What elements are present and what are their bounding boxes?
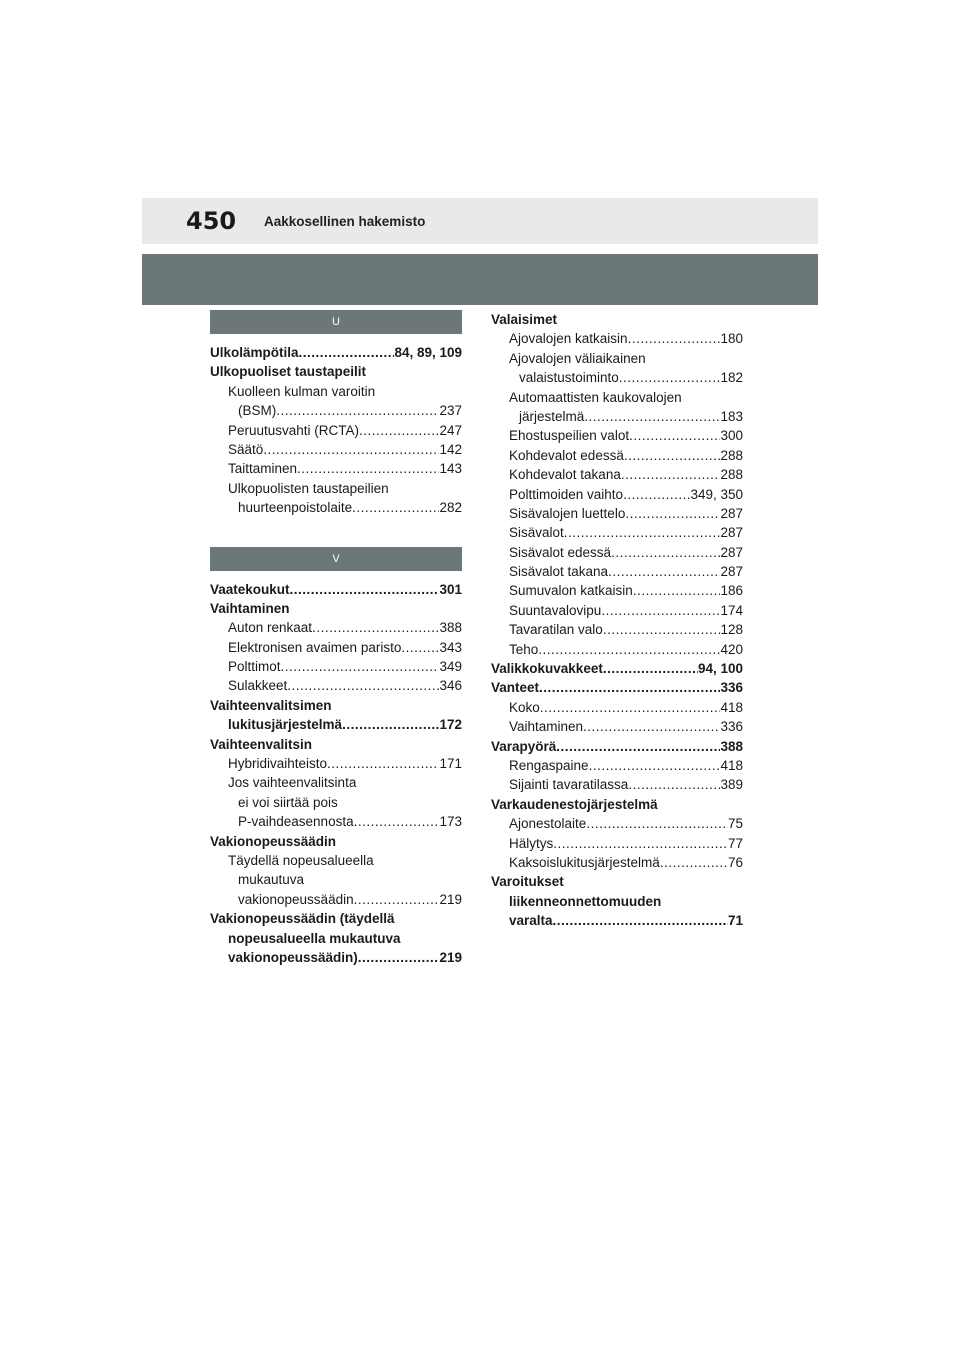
dot-leader bbox=[586, 814, 728, 833]
index-entry bbox=[491, 678, 743, 697]
index-entry bbox=[210, 754, 462, 773]
index-entry bbox=[491, 775, 743, 794]
index-entry-text: Rengaspaine bbox=[509, 757, 589, 773]
dot-leader bbox=[312, 618, 439, 637]
index-entry bbox=[210, 638, 462, 657]
dot-leader bbox=[263, 440, 439, 459]
index-entry-page: 336 bbox=[720, 680, 743, 696]
dot-leader bbox=[619, 368, 721, 387]
index-entry bbox=[491, 911, 743, 930]
index-entry bbox=[210, 948, 462, 967]
index-entry bbox=[491, 562, 743, 581]
index-entry-text: Varoitukset bbox=[491, 874, 564, 890]
dot-leader bbox=[629, 426, 720, 445]
dot-leader bbox=[281, 657, 440, 676]
index-entry-page: 182 bbox=[720, 370, 743, 386]
index-entry bbox=[491, 659, 743, 678]
index-column-left bbox=[210, 310, 462, 967]
dot-leader bbox=[327, 754, 439, 773]
dot-leader bbox=[538, 640, 720, 659]
dot-leader bbox=[354, 812, 440, 831]
index-entry-text: Hälytys bbox=[509, 835, 554, 851]
page-number: 450 bbox=[186, 207, 237, 235]
index-entry bbox=[210, 851, 462, 870]
index-entry-text: järjestelmä bbox=[519, 408, 585, 424]
index-entry-page: 77 bbox=[727, 835, 743, 851]
index-entry-page: 219 bbox=[439, 891, 462, 907]
index-entry-text: Jos vaihteenvalitsinta bbox=[228, 775, 357, 791]
dot-leader bbox=[553, 911, 728, 930]
index-entry bbox=[491, 737, 743, 756]
index-entry-text: Ulkolämpötila bbox=[210, 345, 299, 360]
index-entry bbox=[210, 459, 462, 478]
section-letter-header: V bbox=[210, 547, 462, 571]
index-entry-text: Polttimot bbox=[228, 659, 281, 675]
index-entry-text: (BSM) bbox=[238, 403, 277, 419]
index-entry-text: Sisävalot edessä bbox=[509, 544, 612, 560]
dot-leader bbox=[297, 459, 439, 478]
dot-leader bbox=[276, 401, 439, 420]
header-band bbox=[142, 254, 818, 305]
index-entry bbox=[491, 310, 743, 329]
index-entry bbox=[491, 349, 743, 368]
index-entry bbox=[210, 498, 462, 517]
index-entry-text: Kuolleen kulman varoitin bbox=[228, 383, 376, 399]
index-entry-page: 287 bbox=[720, 525, 743, 541]
index-entry bbox=[491, 426, 743, 445]
dot-leader bbox=[401, 638, 439, 657]
index-entry-text: Sisävalojen luettelo bbox=[509, 505, 626, 521]
dot-leader bbox=[589, 756, 721, 775]
index-entry bbox=[210, 735, 462, 754]
index-entry bbox=[491, 407, 743, 426]
index-entry-page: 349 bbox=[439, 659, 462, 675]
index-entry-text: Kaksoislukitusjärjestelmä bbox=[509, 854, 660, 870]
index-entry-text: Hybridivaihteisto bbox=[228, 756, 328, 772]
index-entry bbox=[491, 601, 743, 620]
index-entry bbox=[210, 401, 462, 420]
index-entry-page: 346 bbox=[439, 678, 462, 694]
dot-leader bbox=[359, 421, 439, 440]
index-entry-page: 418 bbox=[720, 699, 743, 715]
index-entry bbox=[210, 618, 462, 637]
section-gap bbox=[210, 518, 462, 547]
index-entry bbox=[210, 440, 462, 459]
index-entry bbox=[210, 421, 462, 440]
index-entry-page: 420 bbox=[720, 641, 743, 657]
index-entry-page: 388 bbox=[439, 620, 462, 636]
index-entry-text: valaistustoiminto bbox=[519, 370, 619, 386]
index-entry-page: 288 bbox=[720, 467, 743, 483]
index-entry bbox=[210, 832, 462, 851]
dot-leader bbox=[625, 504, 720, 523]
dot-leader bbox=[539, 678, 720, 697]
index-entry-page: 300 bbox=[720, 428, 743, 444]
index-entry bbox=[491, 795, 743, 814]
index-entry-page: 288 bbox=[720, 447, 743, 463]
index-entry-text: vakionopeussäädin bbox=[238, 891, 354, 907]
index-entry bbox=[210, 676, 462, 695]
index-entry-page: 247 bbox=[439, 422, 462, 438]
index-entry-text: Koko bbox=[509, 699, 540, 715]
index-entry-page: 174 bbox=[720, 602, 743, 618]
index-entry-text: Peruutusvahti (RCTA) bbox=[228, 422, 360, 438]
dot-leader bbox=[601, 601, 720, 620]
dot-leader bbox=[290, 580, 440, 599]
index-entry-text: Sumuvalon katkaisin bbox=[509, 583, 633, 599]
index-entry-page: 71 bbox=[727, 913, 743, 929]
dot-leader bbox=[354, 890, 440, 909]
index-entry-page: 349, 350 bbox=[690, 486, 743, 502]
dot-leader bbox=[628, 329, 721, 348]
index-entry bbox=[491, 504, 743, 523]
page-header bbox=[142, 198, 818, 244]
index-entry-text: Sisävalot bbox=[509, 525, 564, 541]
index-entry-text: Ulkopuolisten taustapeilien bbox=[228, 480, 389, 496]
index-entry-page: 128 bbox=[720, 622, 743, 638]
index-entry bbox=[210, 362, 462, 381]
index-entry bbox=[491, 485, 743, 504]
dot-leader bbox=[628, 775, 720, 794]
dot-leader bbox=[299, 343, 395, 362]
index-entry bbox=[491, 620, 743, 639]
index-entry bbox=[491, 834, 743, 853]
index-entry-page: 287 bbox=[720, 505, 743, 521]
index-entry-page: 172 bbox=[439, 717, 462, 733]
index-entry bbox=[491, 368, 743, 387]
index-entry bbox=[210, 870, 462, 889]
index-entry-page: 75 bbox=[727, 816, 743, 832]
dot-leader bbox=[623, 485, 690, 504]
index-entry bbox=[210, 890, 462, 909]
index-entry-text: Kohdevalot edessä bbox=[509, 447, 624, 463]
index-entry-text: varalta bbox=[509, 913, 553, 929]
index-entry bbox=[210, 580, 462, 599]
index-entry bbox=[210, 715, 462, 734]
index-entry-page: 287 bbox=[720, 544, 743, 560]
section-letter-header: U bbox=[210, 310, 462, 334]
index-entry-text: Taittaminen bbox=[228, 461, 298, 477]
index-entry-text: liikenneonnettomuuden bbox=[509, 893, 662, 909]
index-entry-text: Vakionopeussäädin bbox=[210, 833, 337, 849]
index-entry bbox=[491, 853, 743, 872]
index-entry-page: 389 bbox=[720, 777, 743, 793]
index-entry bbox=[210, 793, 462, 812]
dot-leader bbox=[660, 853, 728, 872]
index-entry-text: Auton renkaat bbox=[228, 620, 313, 636]
index-entry-text: Ulkopuoliset taustapeilit bbox=[210, 364, 367, 380]
index-entry-text: Automaattisten kaukovalojen bbox=[509, 389, 682, 405]
index-entry-page: 180 bbox=[720, 331, 743, 347]
index-entry-page: 336 bbox=[720, 719, 743, 735]
index-entry bbox=[491, 872, 743, 891]
index-entry bbox=[210, 812, 462, 831]
index-entry bbox=[491, 717, 743, 736]
dot-leader bbox=[352, 498, 439, 517]
dot-leader bbox=[342, 715, 439, 734]
index-entry bbox=[491, 640, 743, 659]
index-entry bbox=[491, 814, 743, 833]
dot-leader bbox=[621, 465, 721, 484]
index-entry-page: 282 bbox=[439, 500, 462, 516]
dot-leader bbox=[556, 737, 720, 756]
index-entry-text: Täydellä nopeusalueella bbox=[228, 852, 374, 868]
index-entry-text: P-vaihdeasennosta bbox=[238, 814, 354, 830]
index-entry-page: 186 bbox=[720, 583, 743, 599]
index-entry bbox=[210, 657, 462, 676]
index-entry-page: 183 bbox=[720, 408, 743, 424]
index-entry bbox=[210, 909, 462, 928]
index-entry-page: 237 bbox=[439, 403, 462, 419]
dot-leader bbox=[564, 523, 721, 542]
index-entry-text: Ajovalojen katkaisin bbox=[509, 331, 628, 347]
index-entry-text: Vaihtaminen bbox=[509, 719, 584, 735]
dot-leader bbox=[553, 834, 728, 853]
index-entry-text: Sulakkeet bbox=[228, 678, 288, 694]
dot-leader bbox=[584, 407, 720, 426]
page-title: Aakkosellinen hakemisto bbox=[264, 213, 426, 229]
dot-leader bbox=[358, 948, 440, 967]
index-entry bbox=[491, 329, 743, 348]
index-entry-page: 301 bbox=[439, 581, 462, 597]
index-entry-text: Säätö bbox=[228, 441, 264, 457]
index-entry-page: 343 bbox=[439, 639, 462, 655]
index-entry bbox=[210, 773, 462, 792]
index-entry bbox=[491, 581, 743, 600]
index-entry-text: Vaihtaminen bbox=[210, 600, 290, 616]
index-entry bbox=[491, 388, 743, 407]
index-entry-text: Suuntavalovipu bbox=[509, 602, 602, 618]
index-entry bbox=[491, 465, 743, 484]
index-entry-text: mukautuva bbox=[238, 872, 305, 888]
index-entry-text: Sijainti tavaratilassa bbox=[509, 777, 629, 793]
index-entry bbox=[210, 696, 462, 715]
index-entry bbox=[210, 599, 462, 618]
index-entry bbox=[491, 523, 743, 542]
index-entry-page: 219 bbox=[439, 949, 462, 965]
index-entry-text: Tavaratilan valo bbox=[509, 622, 603, 638]
index-entry-text: Vakionopeussäädin (täydellä bbox=[210, 911, 395, 927]
index-entry-text: Valaisimet bbox=[491, 312, 558, 327]
index-entry bbox=[210, 929, 462, 948]
index-entry-page: 287 bbox=[720, 564, 743, 580]
index-entry bbox=[210, 382, 462, 401]
index-entry-text: Varkaudenestojärjestelmä bbox=[491, 796, 658, 812]
index-entry-text: vakionopeussäädin) bbox=[228, 949, 358, 965]
index-entry-text: Teho bbox=[509, 641, 539, 657]
dot-leader bbox=[287, 676, 439, 695]
index-entry-page: 173 bbox=[439, 814, 462, 830]
dot-leader bbox=[633, 581, 721, 600]
index-entry-text: Vanteet bbox=[491, 680, 540, 696]
index-entry-text: Vaatekoukut bbox=[210, 581, 290, 597]
index-entry-page: 418 bbox=[720, 757, 743, 773]
index-entry bbox=[210, 479, 462, 498]
dot-leader bbox=[603, 620, 721, 639]
index-entry bbox=[210, 343, 462, 362]
index-entry-text: Ehostuspeilien valot bbox=[509, 428, 630, 444]
index-entry-text: Varapyörä bbox=[491, 738, 557, 754]
dot-leader bbox=[603, 659, 698, 678]
index-entry-text: Vaihteenvalitsimen bbox=[210, 697, 332, 713]
index-entry-text: nopeusalueella mukautuva bbox=[228, 930, 401, 946]
index-entry-page: 94, 100 bbox=[697, 661, 743, 677]
index-entry bbox=[491, 698, 743, 717]
index-entry-text: Polttimoiden vaihto bbox=[509, 486, 624, 502]
dot-leader bbox=[611, 543, 720, 562]
dot-leader bbox=[583, 717, 720, 736]
index-entry-page: 142 bbox=[439, 441, 462, 457]
index-entry-text: Sisävalot takana bbox=[509, 564, 609, 580]
index-entry-text: Elektronisen avaimen paristo bbox=[228, 639, 402, 655]
index-entry-text: Ajonestolaite bbox=[509, 816, 587, 832]
index-entry-page: 143 bbox=[439, 461, 462, 477]
index-entry-page: 84, 89, 109 bbox=[394, 345, 462, 360]
dot-leader bbox=[540, 698, 721, 717]
index-entry bbox=[491, 892, 743, 911]
index-entry-text: Kohdevalot takana bbox=[509, 467, 621, 483]
index-entry bbox=[491, 543, 743, 562]
index-entry bbox=[491, 756, 743, 775]
index-entry-page: 76 bbox=[727, 854, 743, 870]
index-entry-text: ei voi siirtää pois bbox=[238, 794, 338, 810]
index-entry-text: huurteenpoistolaite bbox=[238, 500, 353, 516]
dot-leader bbox=[624, 446, 721, 465]
index-entry-page: 388 bbox=[720, 738, 743, 754]
index-entry-text: Vaihteenvalitsin bbox=[210, 736, 313, 752]
index-entry-text: Ajovalojen väliaikainen bbox=[509, 350, 646, 366]
index-entry-text: Valikkokuvakkeet bbox=[491, 661, 603, 677]
dot-leader bbox=[608, 562, 720, 581]
index-column-right bbox=[491, 310, 743, 931]
index-entry-text: lukitusjärjestelmä bbox=[228, 717, 343, 733]
index-entry bbox=[491, 446, 743, 465]
index-entry-page: 171 bbox=[439, 756, 462, 772]
